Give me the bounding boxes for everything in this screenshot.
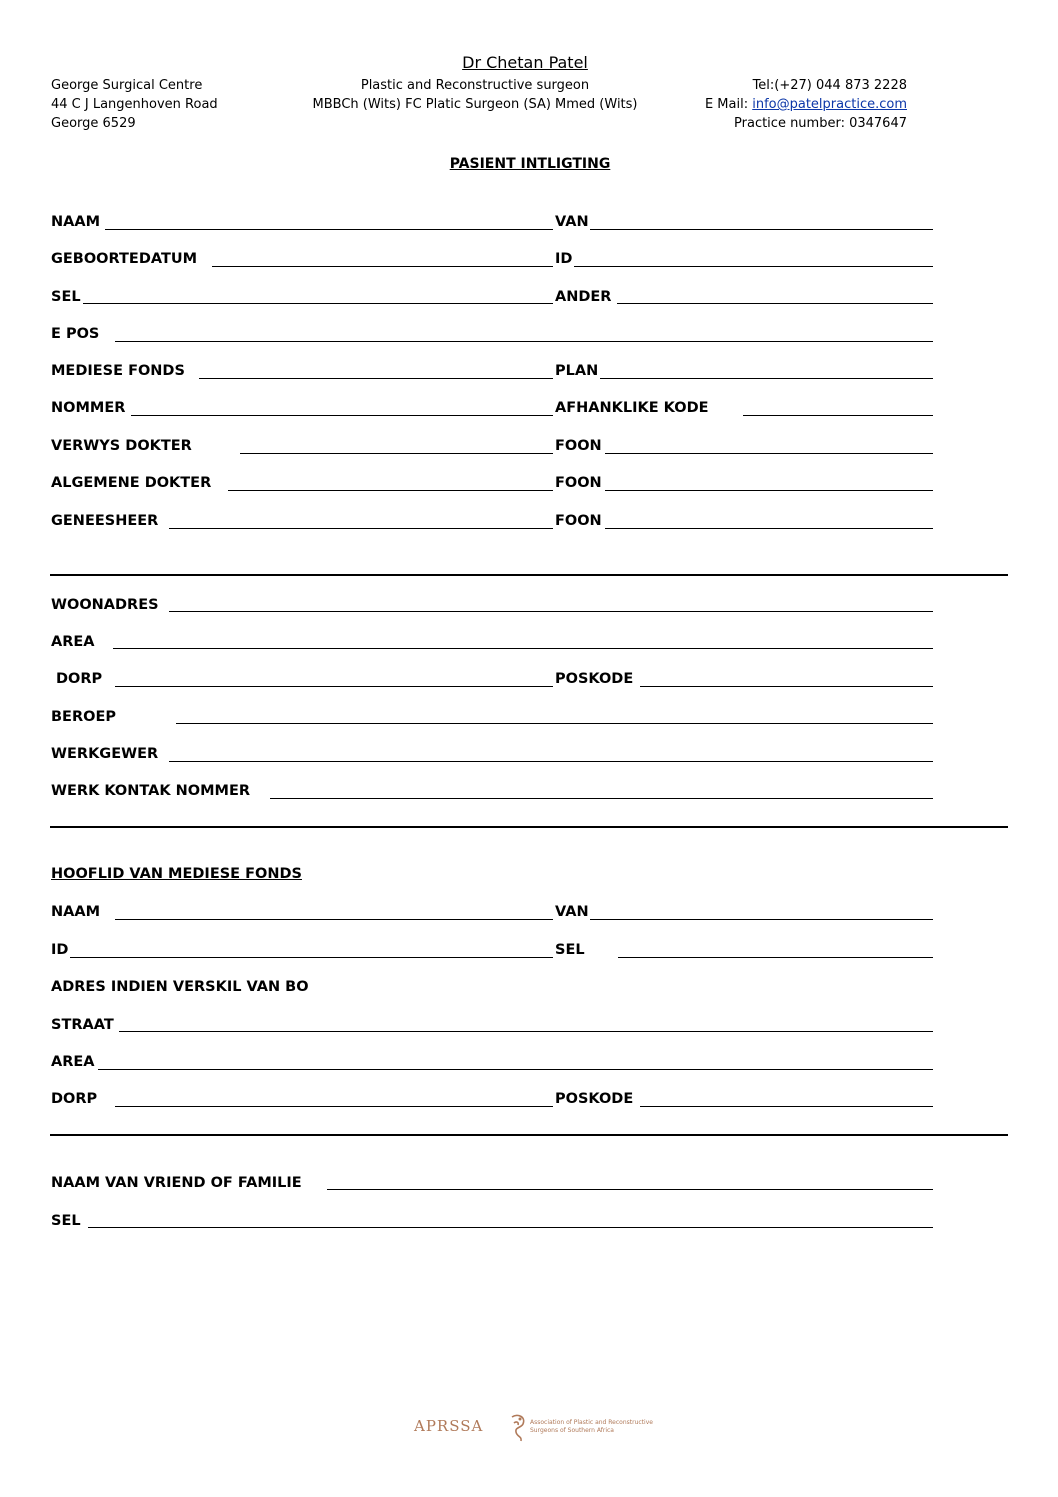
label-foon-1: FOON [555,438,602,454]
label-straat: STRAAT [51,1017,114,1033]
field-epos[interactable] [115,341,933,342]
label-hooflid-van: VAN [555,904,589,920]
field-algemene-dokter[interactable] [228,490,553,491]
degrees: MBBCh (Wits) FC Platic Surgeon (SA) Mmed (Wits) [312,97,638,112]
doctor-qualifications [310,76,640,114]
contact-details [640,76,907,133]
logo-emblem-icon [506,1413,528,1443]
label-geneesheer: GENEESHEER [51,513,159,529]
specialty: Plastic and Reconstructive surgeon [360,78,590,93]
field-verwys-dokter[interactable] [240,453,553,454]
section-title-hooflid: HOOFLID VAN MEDIESE FONDS [51,866,302,882]
label-contact-sel: SEL [51,1213,81,1229]
field-foon-2[interactable] [605,490,933,491]
label-naam-vriend: NAAM VAN VRIEND OF FAMILIE [51,1175,302,1191]
field-mediese-fonds[interactable] [199,378,553,379]
field-afhanklike-kode[interactable] [743,415,933,416]
label-epos: E POS [51,326,100,342]
label-adres-indien-verskil: ADRES INDIEN VERSKIL VAN BO [51,979,309,995]
label-woonadres: WOONADRES [51,597,159,613]
field-hooflid-area[interactable] [98,1069,933,1070]
label-foon-3: FOON [555,513,602,529]
field-hooflid-sel[interactable] [618,957,933,958]
doctor-name: Dr Chetan Patel [462,53,588,72]
aprssa-logo [410,1412,653,1446]
field-hooflid-dorp[interactable] [115,1106,553,1107]
logo-subtitle [530,1419,653,1435]
form-title: PASIENT INTLIGTING [449,156,611,172]
field-hooflid-id[interactable] [70,957,553,958]
field-beroep[interactable] [176,723,933,724]
logo-subtitle-line: Association of Plastic and Reconstructive [530,1419,653,1426]
field-sel[interactable] [83,303,553,304]
section-divider [50,574,1008,576]
label-id: ID [555,251,573,267]
label-hooflid-poskode: POSKODE [555,1091,634,1107]
field-naam[interactable] [105,229,553,230]
label-geboortedatum: GEBOORTEDATUM [51,251,198,267]
field-ander[interactable] [617,303,933,304]
address-line: George 6529 [51,116,136,131]
address-line: George Surgical Centre [51,78,203,93]
section-divider [50,826,1008,828]
label-poskode: POSKODE [555,671,634,687]
label-hooflid-dorp: DORP [51,1091,98,1107]
field-contact-sel[interactable] [88,1227,933,1228]
label-hooflid-area: AREA [51,1054,95,1070]
label-afhanklike-kode: AFHANKLIKE KODE [555,400,709,416]
email-label: E Mail: [704,97,753,112]
label-hooflid-naam: NAAM [51,904,101,920]
label-sel: SEL [51,289,81,305]
label-naam: NAAM [51,214,101,230]
practice-address [51,76,218,133]
label-mediese-fonds: MEDIESE FONDS [51,363,185,379]
label-ander: ANDER [555,289,612,305]
field-nommer[interactable] [131,415,553,416]
field-dorp[interactable] [115,686,553,687]
label-werkgewer: WERKGEWER [51,746,159,762]
practice-number: Practice number: 0347647 [734,116,907,131]
field-werk-kontak-nommer[interactable] [270,798,933,799]
field-naam-vriend[interactable] [327,1189,933,1190]
field-van[interactable] [590,229,933,230]
field-woonadres[interactable] [169,611,933,612]
label-werk-kontak-nommer: WERK KONTAK NOMMER [51,783,251,799]
field-hooflid-poskode[interactable] [640,1106,933,1107]
label-beroep: BEROEP [51,709,116,725]
field-geneesheer[interactable] [169,528,553,529]
email-link[interactable]: info@patelpractice.com [752,97,907,112]
logo-name: APRSSA [414,1417,484,1435]
phone-number: Tel:(+27) 044 873 2228 [752,78,907,93]
label-hooflid-id: ID [51,942,69,958]
label-verwys-dokter: VERWYS DOKTER [51,438,192,454]
field-straat[interactable] [119,1031,933,1032]
logo-subtitle-line: Surgeons of Southern Africa [530,1427,614,1434]
field-foon-1[interactable] [605,453,933,454]
label-hooflid-sel: SEL [555,942,585,958]
field-geboortedatum[interactable] [212,266,553,267]
label-plan: PLAN [555,363,599,379]
field-hooflid-van[interactable] [590,919,933,920]
label-algemene-dokter: ALGEMENE DOKTER [51,475,212,491]
label-area: AREA [51,634,95,650]
email-line [640,95,907,114]
field-foon-3[interactable] [605,528,933,529]
label-van: VAN [555,214,589,230]
field-werkgewer[interactable] [169,761,933,762]
address-line: 44 C J Langenhoven Road [51,97,218,112]
label-nommer: NOMMER [51,400,126,416]
label-dorp: DORP [56,671,103,687]
field-id[interactable] [574,266,933,267]
field-poskode[interactable] [640,686,933,687]
section-divider [50,1134,1008,1136]
field-area[interactable] [113,648,933,649]
field-hooflid-naam[interactable] [115,919,553,920]
label-foon-2: FOON [555,475,602,491]
field-plan[interactable] [600,378,933,379]
